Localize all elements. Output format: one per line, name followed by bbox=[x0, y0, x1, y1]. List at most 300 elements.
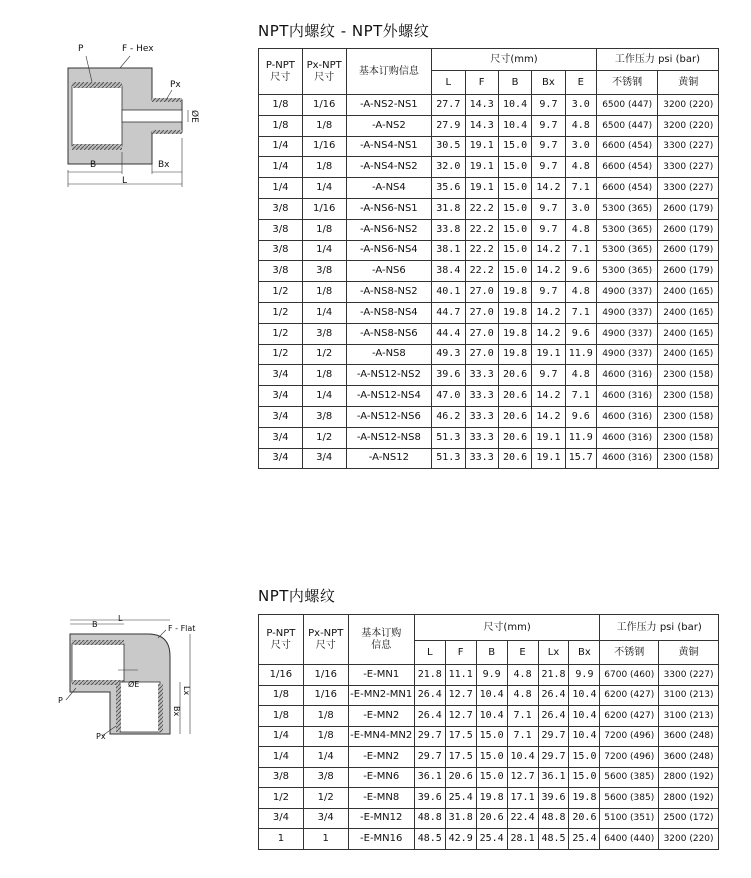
table-cell: 7.1 bbox=[565, 302, 596, 323]
table-cell: 3/8 bbox=[259, 240, 303, 261]
table-cell: 17.5 bbox=[445, 747, 476, 768]
table-cell: 5300 (365) bbox=[596, 240, 658, 261]
table-cell: 39.6 bbox=[538, 788, 569, 809]
table-cell: 12.7 bbox=[445, 685, 476, 706]
table-cell: 10.4 bbox=[569, 706, 600, 727]
table-cell: 4600 (316) bbox=[596, 448, 658, 469]
table-cell: 1/16 bbox=[303, 665, 348, 686]
table-cell: 6500 (447) bbox=[596, 95, 658, 116]
table-cell: 5600 (385) bbox=[600, 788, 659, 809]
table-cell: 9.9 bbox=[569, 665, 600, 686]
table-cell: 27.0 bbox=[465, 323, 498, 344]
table-cell: 3/8 bbox=[302, 406, 346, 427]
section2-title: NPT内螺纹 bbox=[258, 587, 336, 605]
table-cell: 9.7 bbox=[532, 157, 565, 178]
table-cell: 7.1 bbox=[507, 706, 538, 727]
table-cell: 2300 (158) bbox=[658, 427, 719, 448]
table-cell: 3300 (227) bbox=[658, 157, 719, 178]
table-cell: 15.0 bbox=[498, 178, 531, 199]
table-cell: 7.1 bbox=[507, 726, 538, 747]
table-cell: 2300 (158) bbox=[658, 406, 719, 427]
table-cell: 29.7 bbox=[538, 726, 569, 747]
table-cell: 19.1 bbox=[465, 178, 498, 199]
table-cell: 2600 (179) bbox=[658, 198, 719, 219]
table-cell: 3600 (248) bbox=[659, 726, 719, 747]
table-cell: 22.2 bbox=[465, 219, 498, 240]
table-cell: 15.0 bbox=[569, 767, 600, 788]
table-cell: 29.7 bbox=[414, 726, 445, 747]
table-cell: 20.6 bbox=[498, 448, 531, 469]
header-px-size: Px-NPT 尺寸 bbox=[302, 49, 346, 95]
table-cell: 48.8 bbox=[538, 808, 569, 829]
table-cell: 36.1 bbox=[414, 767, 445, 788]
table-cell: 3600 (248) bbox=[659, 747, 719, 768]
table-cell: -E-MN16 bbox=[348, 829, 414, 850]
table-cell: 2400 (165) bbox=[658, 323, 719, 344]
table-cell: 1/2 bbox=[259, 282, 303, 303]
diagram2-label-l: L bbox=[118, 614, 123, 623]
table-cell: 15.7 bbox=[565, 448, 596, 469]
table-cell: 6200 (427) bbox=[600, 706, 659, 727]
table-cell: -E-MN12 bbox=[348, 808, 414, 829]
table-cell: 7.1 bbox=[565, 386, 596, 407]
table-row bbox=[259, 261, 719, 282]
table-cell: 40.1 bbox=[432, 282, 465, 303]
header2-dim-f: F bbox=[445, 641, 476, 665]
table-cell: 5600 (385) bbox=[600, 767, 659, 788]
table-row bbox=[259, 448, 719, 469]
table-cell: 21.8 bbox=[414, 665, 445, 686]
table-cell: 33.3 bbox=[465, 386, 498, 407]
table-cell: 1/8 bbox=[302, 219, 346, 240]
table-cell: 7200 (496) bbox=[600, 747, 659, 768]
header2-p-size: P-NPT 尺寸 bbox=[259, 615, 304, 665]
header2-pressure: 工作压力 psi (bar) bbox=[600, 615, 719, 641]
table-cell: 20.6 bbox=[476, 808, 507, 829]
table-cell: 6400 (440) bbox=[600, 829, 659, 850]
table-cell: 3/4 bbox=[302, 448, 346, 469]
table-row bbox=[259, 365, 719, 386]
table-cell: -A-NS8 bbox=[346, 344, 432, 365]
diagram-label-px: Px bbox=[170, 80, 181, 90]
table-cell: 22.4 bbox=[507, 808, 538, 829]
header2-px-size: Px-NPT 尺寸 bbox=[303, 615, 348, 665]
table-cell: 19.8 bbox=[498, 282, 531, 303]
table-cell: 1/4 bbox=[259, 136, 303, 157]
table-cell: 3100 (213) bbox=[659, 685, 719, 706]
table-cell: 19.8 bbox=[498, 344, 531, 365]
table-cell: 44.7 bbox=[432, 302, 465, 323]
header2-dimensions: 尺寸(mm) bbox=[414, 615, 600, 641]
table-row bbox=[259, 302, 719, 323]
table-row bbox=[259, 406, 719, 427]
table-cell: -A-NS6 bbox=[346, 261, 432, 282]
table-cell: 1/4 bbox=[259, 157, 303, 178]
table-cell: 1/8 bbox=[302, 282, 346, 303]
table-cell: 15.0 bbox=[498, 261, 531, 282]
table-row bbox=[259, 386, 719, 407]
header-dim-l: L bbox=[432, 71, 465, 95]
table-cell: 2500 (172) bbox=[659, 808, 719, 829]
table-cell: 2400 (165) bbox=[658, 282, 719, 303]
table-cell: 2300 (158) bbox=[658, 386, 719, 407]
table-cell: 44.4 bbox=[432, 323, 465, 344]
table-cell: 39.6 bbox=[432, 365, 465, 386]
header-dim-f: F bbox=[465, 71, 498, 95]
table-cell: 19.8 bbox=[498, 323, 531, 344]
table-cell: -E-MN8 bbox=[348, 788, 414, 809]
table-cell: 5300 (365) bbox=[596, 261, 658, 282]
table-cell: 10.4 bbox=[569, 726, 600, 747]
table-cell: 3.0 bbox=[565, 198, 596, 219]
table-cell: 26.4 bbox=[538, 685, 569, 706]
table-cell: 2400 (165) bbox=[658, 344, 719, 365]
table-cell: -E-MN1 bbox=[348, 665, 414, 686]
table-cell: 1/2 bbox=[302, 427, 346, 448]
table-cell: 1/8 bbox=[259, 685, 304, 706]
table-cell: 7.1 bbox=[565, 240, 596, 261]
table-cell: 15.0 bbox=[498, 157, 531, 178]
table-cell: 1/4 bbox=[259, 726, 304, 747]
table-cell: 25.4 bbox=[476, 829, 507, 850]
diagram2-label-bx: Bx bbox=[172, 706, 181, 717]
header2-dim-l: L bbox=[414, 641, 445, 665]
diagram2-label-b: B bbox=[92, 620, 98, 629]
table-cell: -A-NS2-NS1 bbox=[346, 95, 432, 116]
table-cell: 3/8 bbox=[302, 261, 346, 282]
table-cell: 1/8 bbox=[303, 726, 348, 747]
header2-brass: 黄铜 bbox=[659, 641, 719, 665]
table-cell: 15.0 bbox=[498, 136, 531, 157]
header2-stainless: 不锈钢 bbox=[600, 641, 659, 665]
table-cell: 9.7 bbox=[532, 115, 565, 136]
table-row bbox=[259, 788, 719, 809]
table-cell: 14.3 bbox=[465, 115, 498, 136]
table-cell: -A-NS8-NS4 bbox=[346, 302, 432, 323]
table-cell: 9.6 bbox=[565, 323, 596, 344]
table-cell: 2400 (165) bbox=[658, 302, 719, 323]
table-cell: 4.8 bbox=[565, 115, 596, 136]
table-cell: 20.6 bbox=[498, 386, 531, 407]
table-cell: 1/8 bbox=[259, 115, 303, 136]
table-cell: 4900 (337) bbox=[596, 302, 658, 323]
table-cell: 51.3 bbox=[432, 448, 465, 469]
table-cell: 10.4 bbox=[569, 685, 600, 706]
table-row bbox=[259, 767, 719, 788]
table-row bbox=[259, 427, 719, 448]
table-cell: 3/8 bbox=[303, 767, 348, 788]
table-cell: 4900 (337) bbox=[596, 344, 658, 365]
table-cell: -A-NS12-NS2 bbox=[346, 365, 432, 386]
table-cell: 6200 (427) bbox=[600, 685, 659, 706]
table-cell: 1/8 bbox=[259, 95, 303, 116]
table-row bbox=[259, 157, 719, 178]
table-cell: 1/2 bbox=[302, 344, 346, 365]
table-cell: 6600 (454) bbox=[596, 136, 658, 157]
table-cell: 14.2 bbox=[532, 178, 565, 199]
table-cell: 20.6 bbox=[498, 365, 531, 386]
table-cell: -A-NS6-NS1 bbox=[346, 198, 432, 219]
table-cell: 10.4 bbox=[498, 115, 531, 136]
table-cell: -A-NS12-NS8 bbox=[346, 427, 432, 448]
table-cell: 20.6 bbox=[445, 767, 476, 788]
table-cell: 33.3 bbox=[465, 427, 498, 448]
table-cell: 9.9 bbox=[476, 665, 507, 686]
table-cell: 27.9 bbox=[432, 115, 465, 136]
table-row bbox=[259, 665, 719, 686]
header2-order-info: 基本订购 信息 bbox=[348, 615, 414, 665]
table-row bbox=[259, 829, 719, 850]
table-cell: 3200 (220) bbox=[659, 829, 719, 850]
table-cell: -A-NS6-NS4 bbox=[346, 240, 432, 261]
table-cell: 1 bbox=[259, 829, 304, 850]
section1-title: NPT内螺纹 - NPT外螺纹 bbox=[258, 22, 430, 40]
table-cell: 27.0 bbox=[465, 302, 498, 323]
diagram2-label-p: P bbox=[58, 696, 63, 705]
table-row bbox=[259, 808, 719, 829]
table-cell: 1 bbox=[303, 829, 348, 850]
table-cell: 42.9 bbox=[445, 829, 476, 850]
table-cell: 33.3 bbox=[465, 365, 498, 386]
table-cell: 27.0 bbox=[465, 282, 498, 303]
table-cell: 3/4 bbox=[259, 808, 304, 829]
table-cell: 4900 (337) bbox=[596, 282, 658, 303]
diagram-label-p: P bbox=[78, 44, 84, 54]
table-row bbox=[259, 282, 719, 303]
table-cell: 1/16 bbox=[302, 198, 346, 219]
header-order-info: 基本订购信息 bbox=[346, 49, 432, 95]
table-cell: 3300 (227) bbox=[658, 136, 719, 157]
table-cell: 5100 (351) bbox=[600, 808, 659, 829]
table-cell: 9.6 bbox=[565, 261, 596, 282]
table-cell: 19.1 bbox=[532, 344, 565, 365]
table-cell: 19.1 bbox=[465, 136, 498, 157]
table-cell: 35.6 bbox=[432, 178, 465, 199]
table-cell: 1/2 bbox=[259, 788, 304, 809]
table-cell: 1/8 bbox=[259, 706, 304, 727]
table-cell: -A-NS4-NS1 bbox=[346, 136, 432, 157]
table-cell: 48.5 bbox=[414, 829, 445, 850]
diagram-label-l: L bbox=[122, 176, 128, 186]
table-cell: 5300 (365) bbox=[596, 219, 658, 240]
table-cell: 48.8 bbox=[414, 808, 445, 829]
table-cell: 36.1 bbox=[538, 767, 569, 788]
header-dim-bx: Bx bbox=[532, 71, 565, 95]
table-cell: 4600 (316) bbox=[596, 365, 658, 386]
table-cell: 29.7 bbox=[538, 747, 569, 768]
table-cell: 11.9 bbox=[565, 427, 596, 448]
table-cell: 9.6 bbox=[565, 406, 596, 427]
table-cell: 19.8 bbox=[569, 788, 600, 809]
table-cell: 48.5 bbox=[538, 829, 569, 850]
table-cell: 4.8 bbox=[565, 219, 596, 240]
table-cell: -A-NS4-NS2 bbox=[346, 157, 432, 178]
table-cell: 26.4 bbox=[414, 706, 445, 727]
table-cell: 15.0 bbox=[498, 198, 531, 219]
table-cell: 14.2 bbox=[532, 386, 565, 407]
table-cell: 3/8 bbox=[259, 219, 303, 240]
table-cell: 19.1 bbox=[532, 427, 565, 448]
table-cell: 3/4 bbox=[259, 406, 303, 427]
adapter-diagram bbox=[60, 42, 210, 196]
table-row bbox=[259, 178, 719, 199]
table-cell: 15.0 bbox=[476, 767, 507, 788]
table-cell: 9.7 bbox=[532, 282, 565, 303]
diagram2-label-e: ØE bbox=[128, 680, 140, 689]
table-cell: -A-NS2 bbox=[346, 115, 432, 136]
table-cell: 14.2 bbox=[532, 240, 565, 261]
table-cell: 27.7 bbox=[432, 95, 465, 116]
table-cell: 22.2 bbox=[465, 261, 498, 282]
table-cell: 27.0 bbox=[465, 344, 498, 365]
table-cell: 10.4 bbox=[507, 747, 538, 768]
table-cell: 15.0 bbox=[498, 219, 531, 240]
table-cell: 15.0 bbox=[476, 747, 507, 768]
table-row bbox=[259, 198, 719, 219]
header-dim-e: E bbox=[565, 71, 596, 95]
table-cell: 2300 (158) bbox=[658, 448, 719, 469]
elbow-diagram bbox=[58, 614, 198, 753]
header-dimensions: 尺寸(mm) bbox=[432, 49, 597, 71]
table-cell: 1/16 bbox=[259, 665, 304, 686]
table-cell: 4.8 bbox=[507, 685, 538, 706]
table-cell: 49.3 bbox=[432, 344, 465, 365]
table-cell: 15.0 bbox=[476, 726, 507, 747]
table-cell: 51.3 bbox=[432, 427, 465, 448]
table-cell: 25.4 bbox=[569, 829, 600, 850]
table-cell: 1/16 bbox=[302, 95, 346, 116]
table-cell: -A-NS12-NS6 bbox=[346, 406, 432, 427]
table-cell: 2600 (179) bbox=[658, 219, 719, 240]
table-cell: 20.6 bbox=[569, 808, 600, 829]
table-cell: 4600 (316) bbox=[596, 427, 658, 448]
table-cell: 2600 (179) bbox=[658, 261, 719, 282]
table-cell: 3200 (220) bbox=[658, 95, 719, 116]
table-cell: 4.8 bbox=[565, 157, 596, 178]
table-cell: 17.5 bbox=[445, 726, 476, 747]
table-row bbox=[259, 706, 719, 727]
table-cell: 9.7 bbox=[532, 219, 565, 240]
table-cell: 32.0 bbox=[432, 157, 465, 178]
header2-dim-b: B bbox=[476, 641, 507, 665]
table-cell: 9.7 bbox=[532, 198, 565, 219]
table-cell: 19.8 bbox=[498, 302, 531, 323]
table-row bbox=[259, 95, 719, 116]
table-cell: -A-NS12-NS4 bbox=[346, 386, 432, 407]
table-cell: 1/2 bbox=[259, 302, 303, 323]
table-cell: 5300 (365) bbox=[596, 198, 658, 219]
table-row bbox=[259, 240, 719, 261]
table-cell: 3/4 bbox=[259, 427, 303, 448]
table-cell: 38.1 bbox=[432, 240, 465, 261]
table-cell: 12.7 bbox=[507, 767, 538, 788]
table-cell: 3300 (227) bbox=[658, 178, 719, 199]
diagram-label-e: ØE bbox=[189, 110, 199, 123]
table-cell: 28.1 bbox=[507, 829, 538, 850]
table-cell: 2600 (179) bbox=[658, 240, 719, 261]
table-cell: -A-NS8-NS2 bbox=[346, 282, 432, 303]
table-cell: -A-NS8-NS6 bbox=[346, 323, 432, 344]
diagram-label-bx: Bx bbox=[158, 160, 170, 170]
table-cell: 4600 (316) bbox=[596, 386, 658, 407]
table-cell: -A-NS12 bbox=[346, 448, 432, 469]
table-cell: 15.0 bbox=[498, 240, 531, 261]
table-cell: 9.7 bbox=[532, 136, 565, 157]
table-cell: 6600 (454) bbox=[596, 157, 658, 178]
header-stainless: 不锈钢 bbox=[596, 71, 658, 95]
table-cell: -E-MN2 bbox=[348, 747, 414, 768]
diagram2-label-lx: Lx bbox=[182, 686, 191, 696]
table-cell: 1/8 bbox=[302, 157, 346, 178]
table-cell: 1/4 bbox=[259, 747, 304, 768]
table-row bbox=[259, 747, 719, 768]
table-cell: 10.4 bbox=[498, 95, 531, 116]
table-cell: 3300 (227) bbox=[659, 665, 719, 686]
table-cell: 19.1 bbox=[465, 157, 498, 178]
table-cell: 20.6 bbox=[498, 427, 531, 448]
header-pressure: 工作压力 psi (bar) bbox=[596, 49, 718, 71]
table-cell: 3200 (220) bbox=[658, 115, 719, 136]
table-cell: 3/4 bbox=[259, 448, 303, 469]
table-cell: 3/4 bbox=[259, 365, 303, 386]
table-cell: 6600 (454) bbox=[596, 178, 658, 199]
table-cell: 3/8 bbox=[259, 198, 303, 219]
table-row bbox=[259, 115, 719, 136]
table-cell: 33.3 bbox=[465, 406, 498, 427]
table-cell: -E-MN2-MN1 bbox=[348, 685, 414, 706]
header-dim-b: B bbox=[498, 71, 531, 95]
table-cell: -E-MN6 bbox=[348, 767, 414, 788]
table-cell: 4600 (316) bbox=[596, 406, 658, 427]
table-cell: 10.4 bbox=[476, 685, 507, 706]
table-cell: 1/4 bbox=[302, 240, 346, 261]
table-cell: 46.2 bbox=[432, 406, 465, 427]
table-cell: 14.2 bbox=[532, 302, 565, 323]
table-cell: 6700 (460) bbox=[600, 665, 659, 686]
table-cell: 1/8 bbox=[302, 365, 346, 386]
diagram2-label-px: Px bbox=[96, 732, 106, 741]
table-cell: 19.1 bbox=[532, 448, 565, 469]
diagram2-label-f: F - Flat bbox=[168, 624, 196, 633]
header2-dim-e: E bbox=[507, 641, 538, 665]
table-cell: -A-NS6-NS2 bbox=[346, 219, 432, 240]
table-cell: 14.2 bbox=[532, 261, 565, 282]
table-cell: 1/2 bbox=[259, 344, 303, 365]
table-cell: 2800 (192) bbox=[659, 767, 719, 788]
table-cell: 3.0 bbox=[565, 95, 596, 116]
table-cell: 38.4 bbox=[432, 261, 465, 282]
table-cell: 26.4 bbox=[538, 706, 569, 727]
table-cell: 4.8 bbox=[565, 282, 596, 303]
table-cell: 20.6 bbox=[498, 406, 531, 427]
table-row bbox=[259, 726, 719, 747]
table-cell: 25.4 bbox=[445, 788, 476, 809]
table-cell: 3.0 bbox=[565, 136, 596, 157]
table-row bbox=[259, 323, 719, 344]
table-cell: 4.8 bbox=[507, 665, 538, 686]
table-cell: 19.8 bbox=[476, 788, 507, 809]
spec-table-2 bbox=[258, 614, 719, 850]
table-cell: 1/4 bbox=[302, 178, 346, 199]
table-cell: 1/4 bbox=[303, 747, 348, 768]
table-row bbox=[259, 685, 719, 706]
table-cell: 21.8 bbox=[538, 665, 569, 686]
table-cell: 9.7 bbox=[532, 95, 565, 116]
diagram-label-hex: F - Hex bbox=[122, 44, 154, 54]
header-p-size: P-NPT 尺寸 bbox=[259, 49, 303, 95]
table-cell: 3/4 bbox=[259, 386, 303, 407]
table-cell: -E-MN4-MN2 bbox=[348, 726, 414, 747]
